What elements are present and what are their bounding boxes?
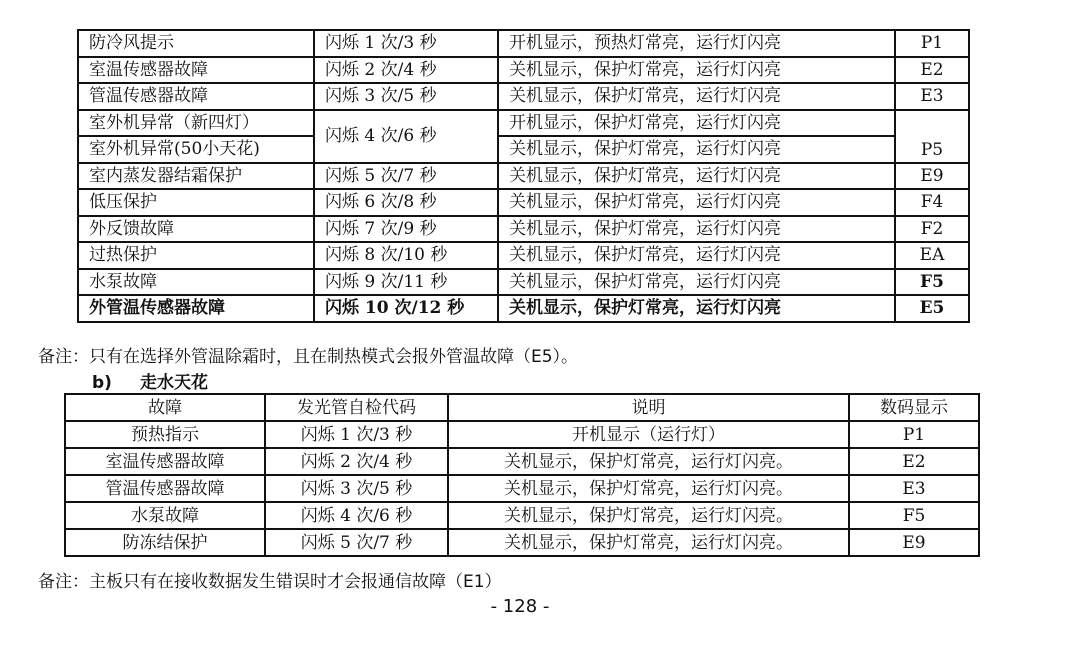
- fault-cell: 室温传感器故障: [78, 57, 314, 84]
- desc-cell: 开机显示，保护灯常亮，运行灯闪亮: [498, 110, 895, 137]
- desc-cell: 关机显示，保护灯常亮，运行灯闪亮: [498, 57, 895, 84]
- code-cell: F5: [849, 502, 979, 529]
- table-row: [65, 448, 979, 475]
- desc-cell: 开机显示，预热灯常亮，运行灯闪亮: [498, 30, 895, 57]
- table-row: [78, 57, 969, 84]
- fault-cell: 外管温传感器故障: [78, 295, 314, 322]
- code-cell: F5: [895, 269, 969, 296]
- fault-cell: 室外机异常(50小天花): [78, 136, 314, 163]
- table-row: [65, 529, 979, 556]
- table-header-row: [65, 394, 979, 421]
- table-row: [65, 475, 979, 502]
- fault-cell: 水泵故障: [78, 269, 314, 296]
- code-cell: P1: [895, 30, 969, 57]
- table-row: [78, 163, 969, 190]
- desc-cell: 关机显示，保护灯常亮，运行灯闪亮: [498, 136, 895, 163]
- table-row: [78, 269, 969, 296]
- desc-cell: 关机显示，保护灯常亮，运行灯闪亮: [498, 242, 895, 269]
- table-row: [78, 242, 969, 269]
- flash-cell: 闪烁 2 次/4 秒: [265, 448, 448, 475]
- desc-cell: 关机显示，保护灯常亮，运行灯闪亮。: [448, 475, 849, 502]
- section-heading: [92, 368, 208, 393]
- desc-cell: 关机显示，保护灯常亮，运行灯闪亮。: [448, 502, 849, 529]
- flash-cell: 闪烁 4 次/6 秒: [314, 110, 498, 163]
- table-row: [78, 295, 969, 322]
- table-row: [65, 421, 979, 448]
- fault-cell: 预热指示: [65, 421, 265, 448]
- code-cell: E3: [895, 83, 969, 110]
- flash-cell: 闪烁 3 次/5 秒: [314, 83, 498, 110]
- code-cell: E2: [849, 448, 979, 475]
- flash-cell: 闪烁 2 次/4 秒: [314, 57, 498, 84]
- code-cell: E2: [895, 57, 969, 84]
- table-row: [78, 216, 969, 243]
- code-cell: E3: [849, 475, 979, 502]
- fault-cell: 外反馈故障: [78, 216, 314, 243]
- flash-cell: 闪烁 7 次/9 秒: [314, 216, 498, 243]
- flash-cell: 闪烁 8 次/10 秒: [314, 242, 498, 269]
- code-cell: E9: [849, 529, 979, 556]
- section-marker: b): [92, 373, 112, 393]
- desc-cell: 关机显示，保护灯常亮，运行灯闪亮: [498, 163, 895, 190]
- flash-cell: 闪烁 5 次/7 秒: [265, 529, 448, 556]
- flash-cell: 闪烁 1 次/3 秒: [265, 421, 448, 448]
- desc-cell: 关机显示，保护灯常亮，运行灯闪亮: [498, 295, 895, 322]
- fault-cell: 防冻结保护: [65, 529, 265, 556]
- code-cell: P5: [895, 110, 969, 163]
- code-cell: E5: [895, 295, 969, 322]
- fault-cell: 室内蒸发器结霜保护: [78, 163, 314, 190]
- fault-code-table-1: [77, 29, 970, 323]
- fault-cell: 管温传感器故障: [65, 475, 265, 502]
- column-header: 说明: [448, 394, 849, 421]
- code-cell: EA: [895, 242, 969, 269]
- fault-code-table-2: [64, 393, 980, 557]
- flash-cell: 闪烁 6 次/8 秒: [314, 189, 498, 216]
- code-cell: E9: [895, 163, 969, 190]
- desc-cell: 关机显示，保护灯常亮，运行灯闪亮: [498, 83, 895, 110]
- column-header: 发光管自检代码: [265, 394, 448, 421]
- code-cell: F2: [895, 216, 969, 243]
- flash-cell: 闪烁 5 次/7 秒: [314, 163, 498, 190]
- column-header: 数码显示: [849, 394, 979, 421]
- fault-cell: 过热保护: [78, 242, 314, 269]
- footnote: 备注：只有在选择外管温除霜时，且在制热模式会报外管温故障（E5）。: [38, 347, 579, 367]
- fault-cell: 管温传感器故障: [78, 83, 314, 110]
- flash-cell: 闪烁 9 次/11 秒: [314, 269, 498, 296]
- desc-cell: 关机显示，保护灯常亮，运行灯闪亮。: [448, 448, 849, 475]
- fault-cell: 室外机异常（新四灯）: [78, 110, 314, 137]
- table-row: [78, 83, 969, 110]
- desc-cell: 关机显示，保护灯常亮，运行灯闪亮。: [448, 529, 849, 556]
- fault-cell: 水泵故障: [65, 502, 265, 529]
- fault-cell: 低压保护: [78, 189, 314, 216]
- desc-cell: 关机显示，保护灯常亮，运行灯闪亮: [498, 269, 895, 296]
- table-row: [78, 189, 969, 216]
- footnote: 备注：主板只有在接收数据发生错误时才会报通信故障（E1）: [38, 572, 502, 592]
- desc-cell: 开机显示（运行灯）: [448, 421, 849, 448]
- section-title: 走水天花: [140, 373, 208, 393]
- column-header: 故障: [65, 394, 265, 421]
- page-number: - 128 -: [490, 596, 550, 617]
- flash-cell: 闪烁 4 次/6 秒: [265, 502, 448, 529]
- flash-cell: 闪烁 10 次/12 秒: [314, 295, 498, 322]
- fault-cell: 防冷风提示: [78, 30, 314, 57]
- table-row: [65, 502, 979, 529]
- table-row: [78, 110, 969, 137]
- table-row: [78, 136, 969, 163]
- code-cell: P1: [849, 421, 979, 448]
- desc-cell: 关机显示，保护灯常亮，运行灯闪亮: [498, 189, 895, 216]
- code-cell: F4: [895, 189, 969, 216]
- fault-cell: 室温传感器故障: [65, 448, 265, 475]
- table-row: [78, 30, 969, 57]
- flash-cell: 闪烁 1 次/3 秒: [314, 30, 498, 57]
- desc-cell: 关机显示，保护灯常亮，运行灯闪亮: [498, 216, 895, 243]
- flash-cell: 闪烁 3 次/5 秒: [265, 475, 448, 502]
